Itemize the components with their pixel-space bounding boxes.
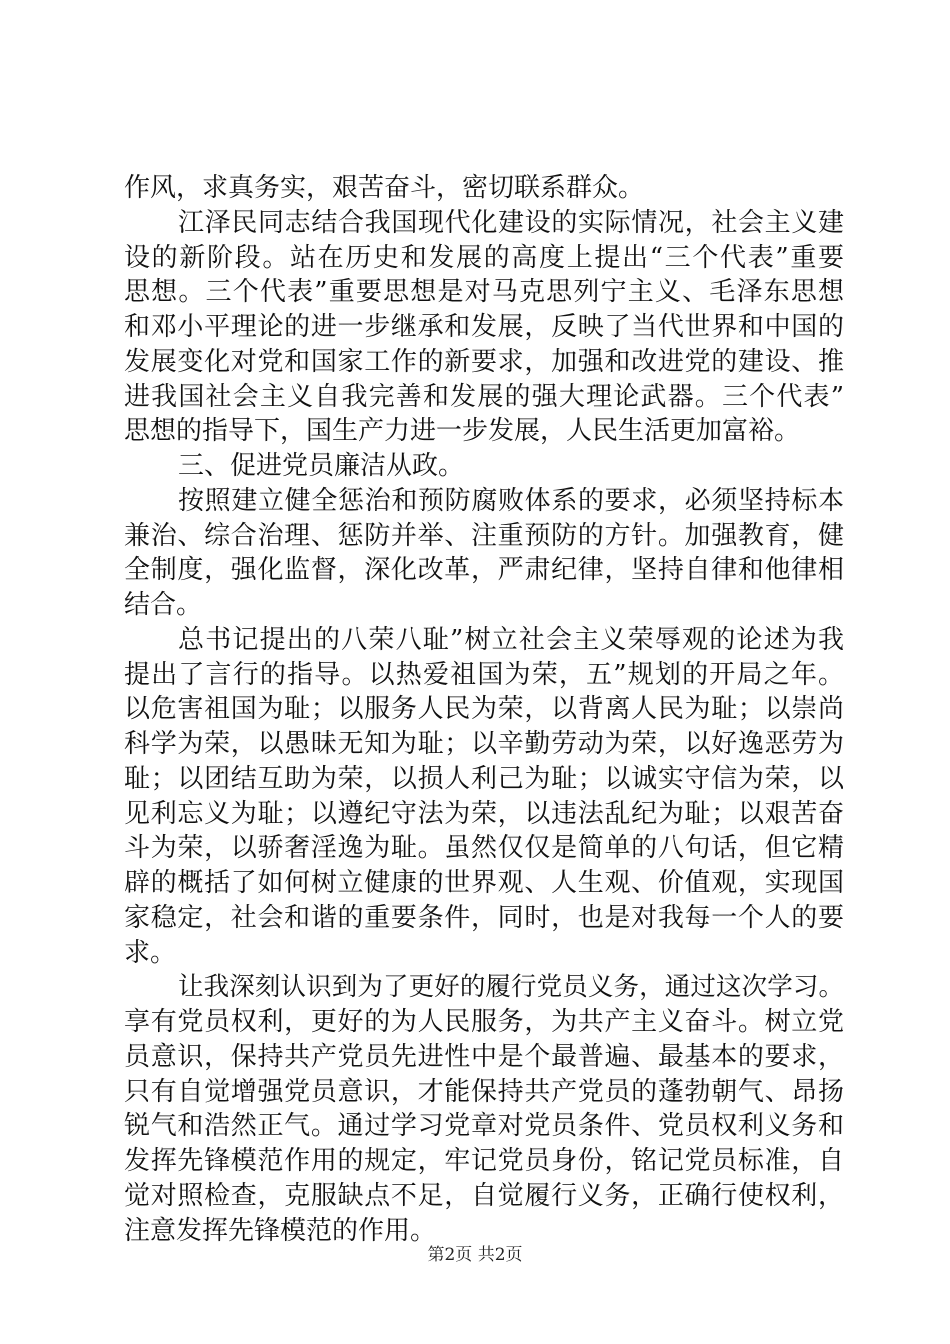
section-heading: 三、促进党员廉洁从政。 bbox=[178, 451, 465, 481]
text-line: 发挥先锋模范作用的规定，牢记党员身份，铭记党员标准，自 bbox=[124, 1146, 844, 1176]
text-line: 提出了言行的指导。以热爱祖国为荣，五”规划的开局之年。 bbox=[124, 659, 844, 690]
text-line: 享有党员权利，更好的为人民服务，为共产主义奋斗。树立党 bbox=[124, 1007, 844, 1037]
text-line: 作风，求真务实，艰苦奋斗，密切联系群众。 bbox=[124, 173, 645, 203]
text-line: 和邓小平理论的进一步继承和发展，反映了当代世界和中国的 bbox=[124, 312, 844, 342]
text-line: 员意识，保持共产党员先进性中是个最普遍、最基本的要求， bbox=[124, 1041, 844, 1072]
text-line: 斗为荣，以骄奢淫逸为耻。虽然仅仅是简单的八句话，但它精 bbox=[124, 833, 844, 864]
page-number-footer: 第2页 共2页 bbox=[427, 1245, 523, 1265]
paragraph-first-line: 让我深刻认识到为了更好的履行党员义务，通过这次学习。 bbox=[178, 972, 844, 1003]
text-line: 锐气和浩然正气。通过学习党章对党员条件、党员权利义务和 bbox=[124, 1111, 844, 1142]
text-line: 进我国社会主义自我完善和发展的强大理论武器。三个代表” bbox=[124, 381, 844, 412]
text-line: 耻；以团结互助为荣，以损人利己为耻；以诚实守信为荣，以 bbox=[124, 763, 844, 794]
text-line: 注意发挥先锋模范的作用。 bbox=[124, 1215, 437, 1246]
paragraph-first-line: 江泽民同志结合我国现代化建设的实际情况，社会主义建 bbox=[178, 207, 844, 238]
text-line: 觉对照检查，克服缺点不足，自觉履行义务，正确行使权利， bbox=[124, 1180, 844, 1211]
text-line: 见利忘义为耻；以遵纪守法为荣，以违法乱纪为耻；以艰苦奋 bbox=[124, 798, 844, 829]
text-line: 只有自觉增强党员意识，才能保持共产党员的蓬勃朝气、昂扬 bbox=[124, 1076, 844, 1107]
text-line: 辟的概括了如何树立健康的世界观、人生观、价值观，实现国 bbox=[124, 868, 844, 898]
text-line: 结合。 bbox=[124, 590, 203, 620]
text-line: 兼治、综合治理、惩防并举、注重预防的方针。加强教育，健 bbox=[124, 520, 844, 551]
paragraph-first-line: 按照建立健全惩治和预防腐败体系的要求，必须坚持标本 bbox=[178, 485, 844, 516]
document-body bbox=[124, 171, 844, 1248]
text-line: 思想的指导下，国生产力进一步发展，人民生活更加富裕。 bbox=[124, 416, 801, 447]
text-line: 设的新阶段。站在历史和发展的高度上提出“三个代表”重要 bbox=[124, 242, 844, 273]
text-line: 发展变化对党和国家工作的新要求，加强和改进党的建设、推 bbox=[124, 346, 844, 377]
text-line: 家稳定，社会和谐的重要条件，同时，也是对我每一个人的要 bbox=[124, 902, 844, 933]
paragraph-first-line: 总书记提出的八荣八耻”树立社会主义荣辱观的论述为我 bbox=[178, 624, 844, 655]
text-line: 求。 bbox=[124, 937, 177, 968]
text-line: 思想。三个代表”重要思想是对马克思列宁主义、毛泽东思想 bbox=[124, 277, 844, 308]
text-line: 全制度，强化监督，深化改革，严肃纪律，坚持自律和他律相 bbox=[124, 555, 844, 586]
text-line: 以危害祖国为耻；以服务人民为荣，以背离人民为耻；以崇尚 bbox=[124, 694, 844, 725]
text-line: 科学为荣，以愚昧无知为耻；以辛勤劳动为荣，以好逸恶劳为 bbox=[124, 729, 844, 759]
